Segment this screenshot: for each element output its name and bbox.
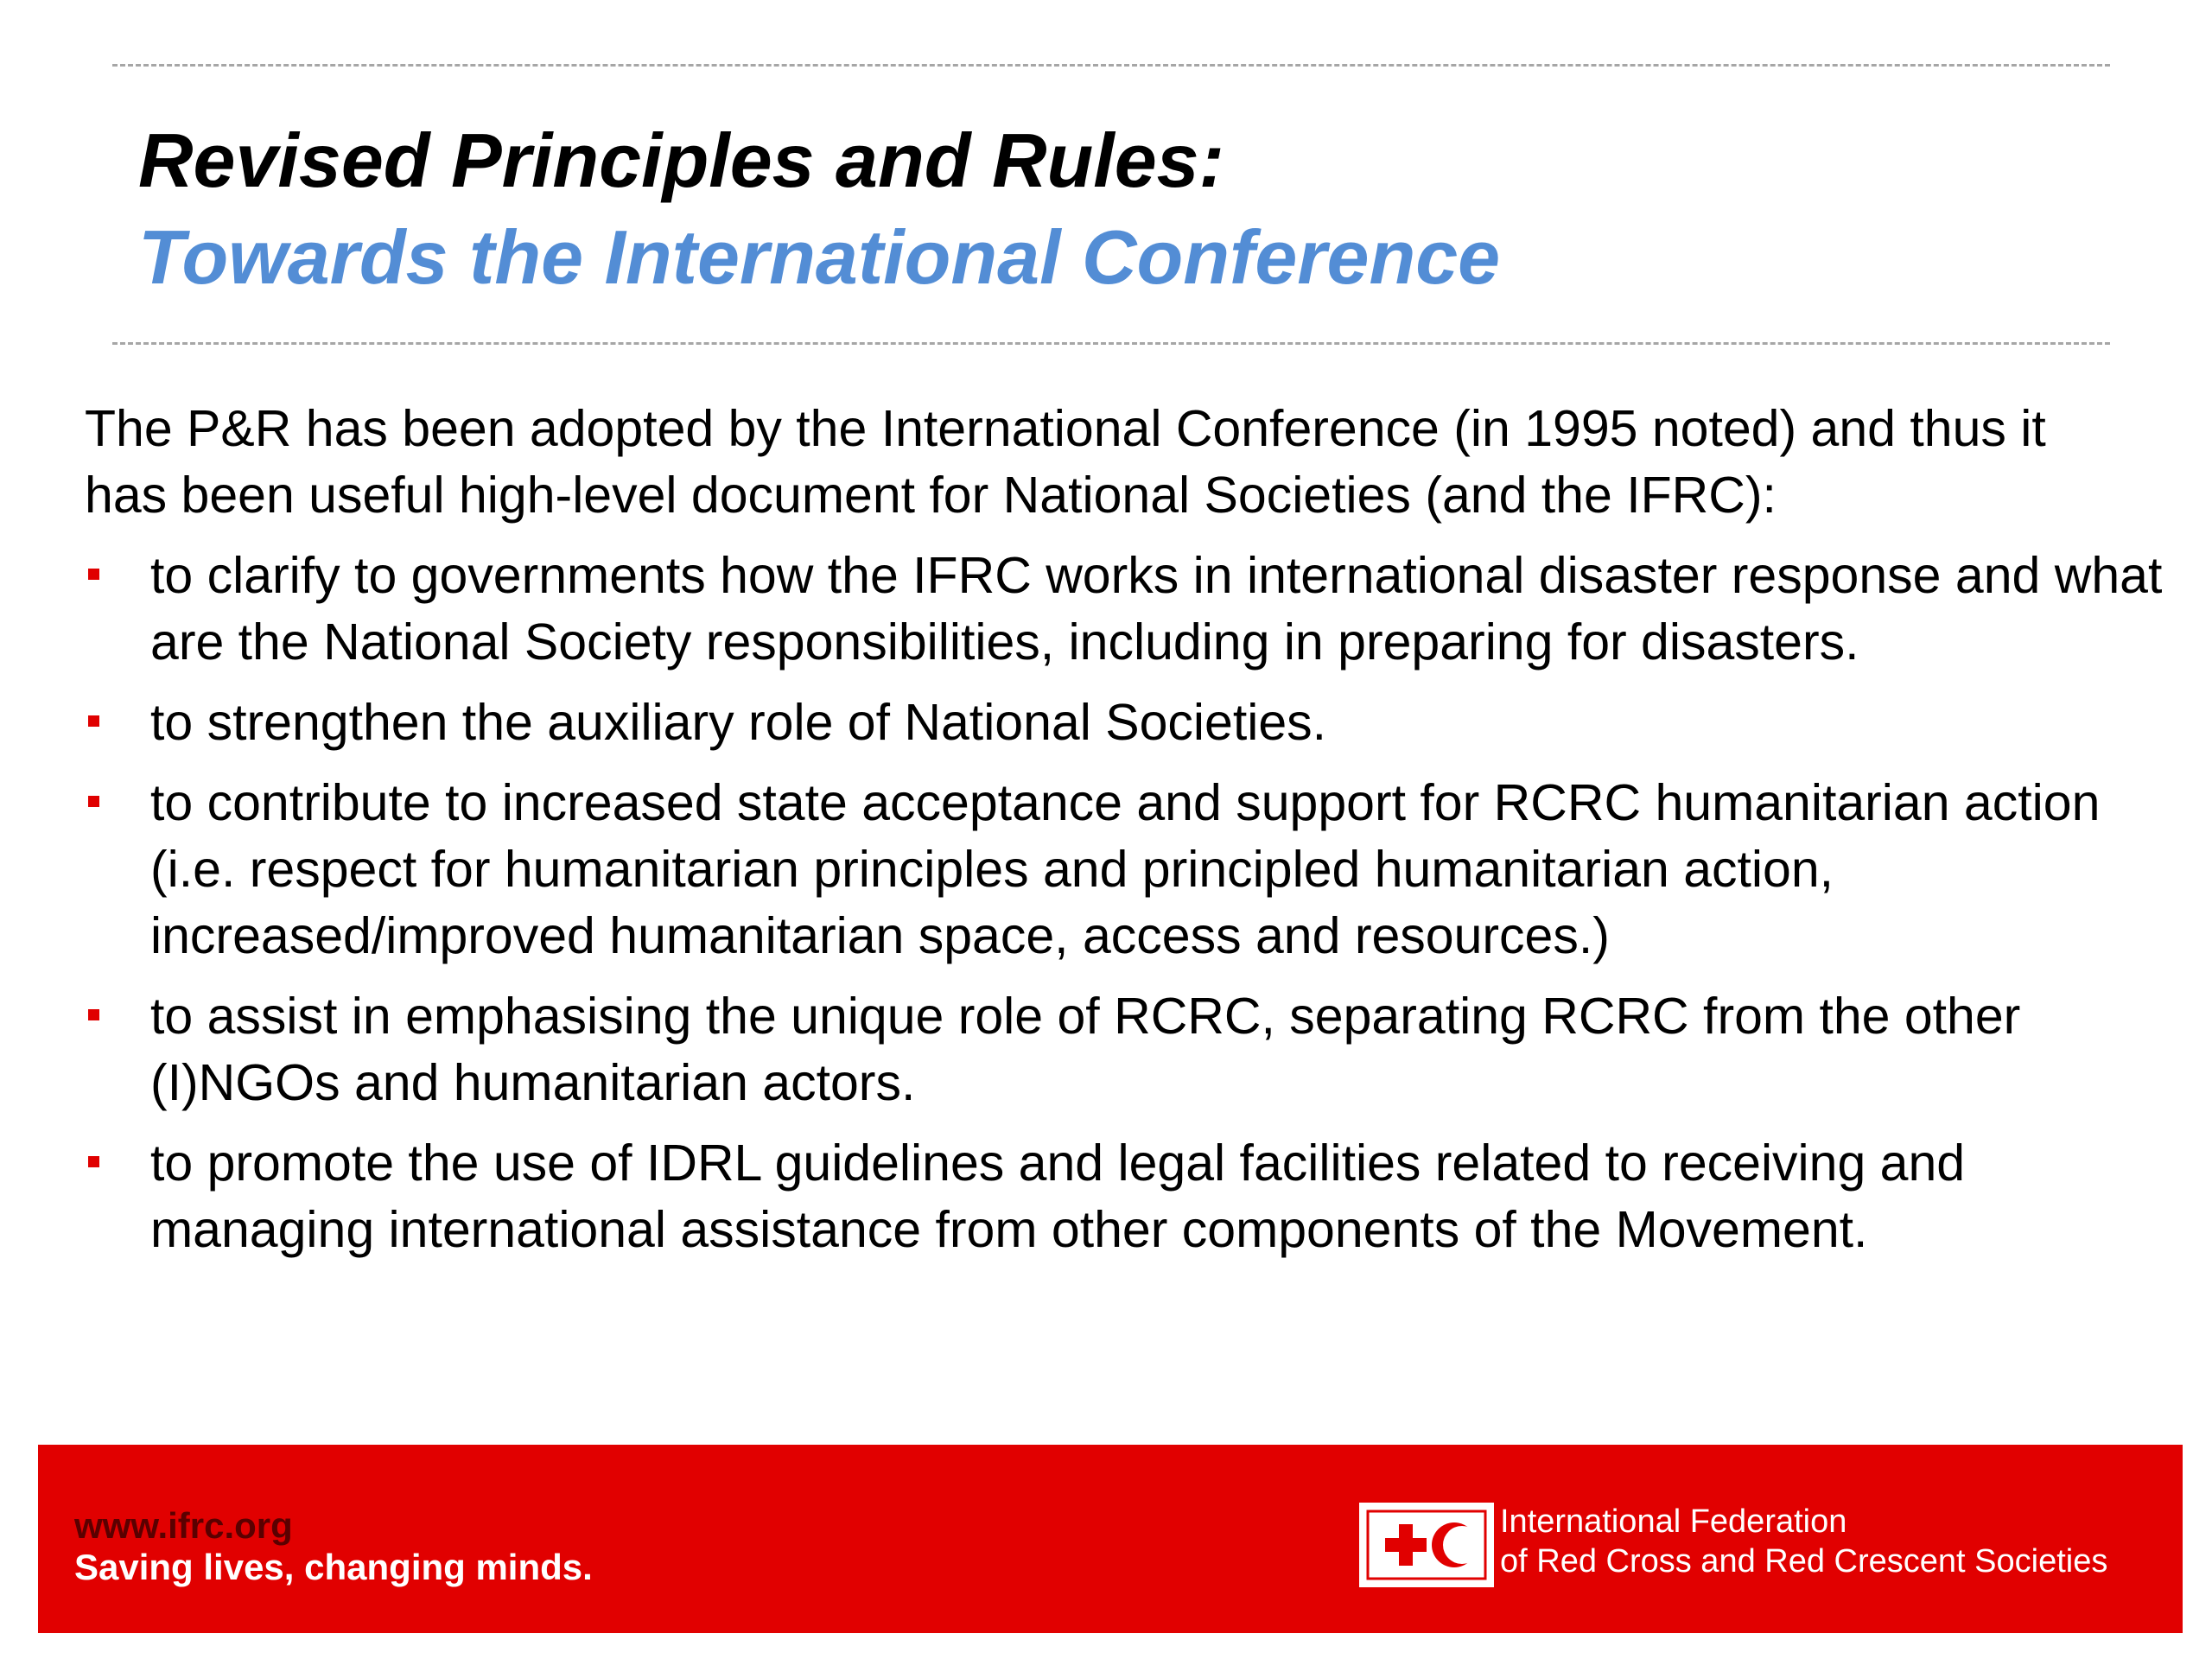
org-name-line2: of Red Cross and Red Crescent Societies	[1500, 1543, 2108, 1580]
bullet-item	[85, 983, 2167, 1116]
bullet-text: to contribute to increased state acceptance and support for RCRC humanitarian action (i.e. respect for humanitarian principles and principled humanitarian action, increased/improved humanitarian space, access and resources.)	[150, 774, 2101, 964]
bullet-text: to strengthen the auxiliary role of National Societies.	[150, 694, 1327, 751]
bullet-square-icon	[88, 1156, 99, 1167]
bullet-square-icon	[88, 715, 99, 727]
footer-tagline: Saving lives, changing minds.	[74, 1547, 593, 1587]
slide-subtitle: Towards the International Conference	[138, 214, 1501, 300]
bullet-text: to promote the use of IDRL guidelines and legal facilities related to receiving and managing international assistance from other components of the Movement.	[150, 1135, 1966, 1258]
red-cross-red-crescent-logo-icon	[1362, 1505, 1491, 1585]
bullet-square-icon	[88, 1009, 99, 1020]
footer-banner	[38, 1445, 2183, 1633]
org-name-line1: International Federation	[1500, 1503, 1847, 1540]
organization-name	[1500, 1502, 2107, 1581]
bullet-square-icon	[88, 569, 99, 580]
bullet-item	[85, 1130, 2167, 1263]
slide-title: Revised Principles and Rules:	[138, 118, 1224, 203]
bullet-text: to assist in emphasising the unique role of RCRC, separating RCRC from the other (I)NGOs and humanitarian actors.	[150, 988, 2021, 1111]
bullet-item	[85, 770, 2167, 969]
website-link[interactable]: www.ifrc.org	[74, 1505, 293, 1546]
intro-paragraph: The P&R has been adopted by the International Conference (in 1995 noted) and thus it has been useful high-level document for National Societies (and the IFRC):	[85, 400, 2046, 524]
bullet-square-icon	[88, 796, 99, 807]
bullet-list	[85, 543, 2167, 1277]
title-divider	[112, 342, 2110, 345]
bullet-item	[85, 690, 2167, 756]
bullet-text: to clarify to governments how the IFRC works in international disaster response and what are the National Society responsibilities, including in preparing for disasters.	[150, 547, 2163, 671]
bullet-item	[85, 543, 2167, 676]
top-divider	[112, 64, 2110, 67]
